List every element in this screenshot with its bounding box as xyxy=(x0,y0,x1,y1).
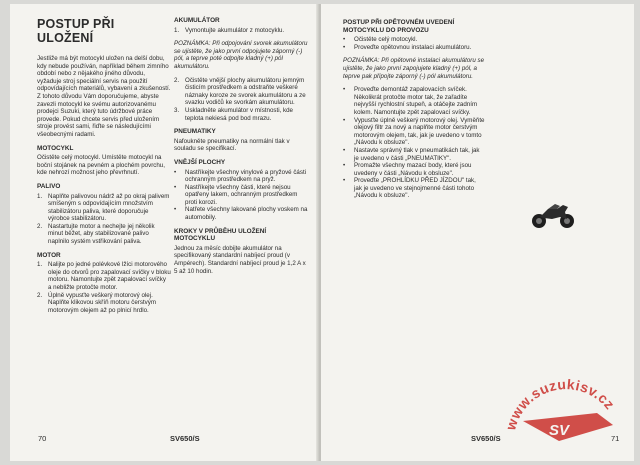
list-item: 2. Úplně vypusťte veškerý motorový olej. Naplňte klikovou skříň motoru čerstvým motorovým olejem až po plnicí hrdlo. xyxy=(37,291,156,314)
motocykl-text: Očistěte celý motocykl. Umístěte motocykl na boční stojánek na pevném a plochém povrchu, kde nehrozí možnost jeho převrhnutí. xyxy=(37,154,165,177)
akumulator-heading: AKUMULÁTOR xyxy=(174,17,220,24)
pneumatiky-text: Nafoukněte pneumatiky na normální tlak v souladu se specifikací. xyxy=(174,137,290,153)
vnejsi-plochy-heading: VNĚJŠÍ PLOCHY xyxy=(174,158,226,166)
motocykl-heading: MOTOCYKL xyxy=(37,144,74,152)
intro-paragraph: Jestliže má být motocykl uložen na delší dobu, kdy nebude používán, například během zimního období nebo z nějakého jiného důvodu, vyžaduje stroj speciální servis na použití odpovídajících materiálů, vybavení a zkušeností. Z tohoto důvodu Vám doporučujeme, abyste zavezli motocykl ke svému autorizovanému prodejci Suzuki, který tuto údržbové práce provede. Pokud chcete servis před uložením stroje provést sami, řiďte se následujícími všeobecnými radami. xyxy=(37,55,171,138)
list-item: • Očistěte celý motocykl. xyxy=(343,36,418,44)
palivo-heading: PALIVO xyxy=(37,182,61,190)
page-title: POSTUP PŘI ULOŽENÍ xyxy=(37,17,115,45)
right-page-number: 71 xyxy=(611,434,620,443)
right-footer-model: SV650/S xyxy=(471,434,501,443)
pneumatiky-heading: PNEUMATIKY xyxy=(174,128,216,136)
watermark-logo xyxy=(501,339,629,459)
list-item: • Proveďte opětovnou instalaci akumulátoru. xyxy=(343,43,472,51)
left-column-2 xyxy=(174,17,308,281)
restart-list-2 xyxy=(343,86,485,200)
kroky-heading: KROKY V PRŮBĚHU ULOŽENÍ MOTOCYKLU xyxy=(174,227,267,243)
motor-heading: MOTOR xyxy=(37,251,61,259)
list-item: • Vypusťte úplně veškerý motorový olej. Vyměňte olejový filtr za nový a naplňte motor čerstvým motorovým olejem, tak, jak je uvedeno v tomto „Návodu k obsluze". xyxy=(343,116,485,147)
poznamka-note: POZNÁMKA: Při odpojování svorek akumulátoru se ujistěte, že jako první odpojujete záporný (-) pól, a teprve poté odpojte kladný (+) pól akumulátoru. xyxy=(174,40,308,70)
watermark-logo-letters: SV xyxy=(549,422,570,439)
motor-list xyxy=(37,261,171,314)
list-item: 2. Nastartujte motor a nechejte jej několik minut běžet, aby stabilizované palivo naplnilo systém vstřikování paliva. xyxy=(37,222,155,246)
vnejsi-plochy-list xyxy=(174,169,308,222)
poznamka-note: POZNÁMKA: Při opětovné instalaci akumulátoru se ujistěte, že jako první zapojujete kladný (+) pól, a teprve pak připojte záporný (-) pól akumulátoru. xyxy=(343,57,485,80)
list-item: 1. Vymontujte akumulátor z motocyklu. xyxy=(174,26,285,34)
palivo-list xyxy=(37,193,171,246)
left-page xyxy=(10,4,319,461)
list-item: • Nastříkejte všechny vinylové a pryžové části ochranným prostředkem na pryž. xyxy=(174,168,307,184)
list-item: • Nastavte správný tlak v pneumatikách tak, jak je uvedeno v části „PNEUMATIKY". xyxy=(343,146,480,162)
list-item: • Promažte všechny mazací body, které jsou uvedeny v části „Návodu k obsluze". xyxy=(343,162,472,177)
right-column xyxy=(343,19,485,206)
list-item: • Nastříkejte všechny části, které nejsou opatřeny lakem, ochranným prostředkem proti korozi. xyxy=(174,183,298,206)
list-item: 2. Očistěte vnější plochy akumulátoru jemným čisticím prostředkem a odstraňte veškeré náznaky koroze ze svorek akumulátoru a ze svazku vodičů ke svorkám akumulátoru. xyxy=(174,76,306,107)
motorcycle-icon xyxy=(530,200,576,230)
left-page-number: 70 xyxy=(38,434,47,443)
list-item: 3. Uskladněte akumulátor v místnosti, kde teplota nekiesá pod bod mrazu. xyxy=(174,106,293,122)
left-column-1 xyxy=(37,17,171,320)
kroky-text: Jednou za měsíc dobijte akumulátor na specifikovaný standardní nabíjecí proud (v Ampérech). Standardní nabíjecí proud je 1,2 A x 5 až 10 hodin. xyxy=(174,244,306,275)
akumulator-list-2 xyxy=(174,77,308,123)
list-item: • Natřete všechny lakované plochy voskem na automobily. xyxy=(174,206,308,222)
restart-heading: POSTUP PŘI OPĚTOVNÉM UVEDENÍ MOTOCYKLU DO PROVOZU xyxy=(343,19,455,34)
left-footer-model: SV650/S xyxy=(170,434,200,443)
right-page xyxy=(321,4,634,461)
list-item: 1. Naplňte palivovou nádrž až po okraj palivem smíšeným s odpovídajícím množstvím stabilizátoru paliva, které doporučuje výrobce stabilizátoru. xyxy=(37,192,170,223)
list-item: • Proveďte demontáž zapalovacích svíček. Několikrát protočte motor tak, že zařadíte nejvyšší rychlostní stupeň, a otáčejte zadním kolem. Namontujte zpět zapalovací svíčky. xyxy=(343,86,478,116)
list-item: • Proveďte „PROHLÍDKU PŘED JÍZDOU" tak, jak je uvedeno ve stejnojmenné části tohoto „Návodu k obsluze". xyxy=(343,177,476,200)
list-item: 1. Nalijte po jedné polévkové lžíci motorového oleje do otvorů pro zapalovací svíčky v bloku motoru. Namontujte zpět zapalovací svíčky a nebližte protočte motor. xyxy=(37,261,171,292)
watermark-text: www.suzukisv.cz xyxy=(502,375,619,432)
akumulator-list-1 xyxy=(174,27,308,35)
restart-list-1 xyxy=(343,36,485,51)
